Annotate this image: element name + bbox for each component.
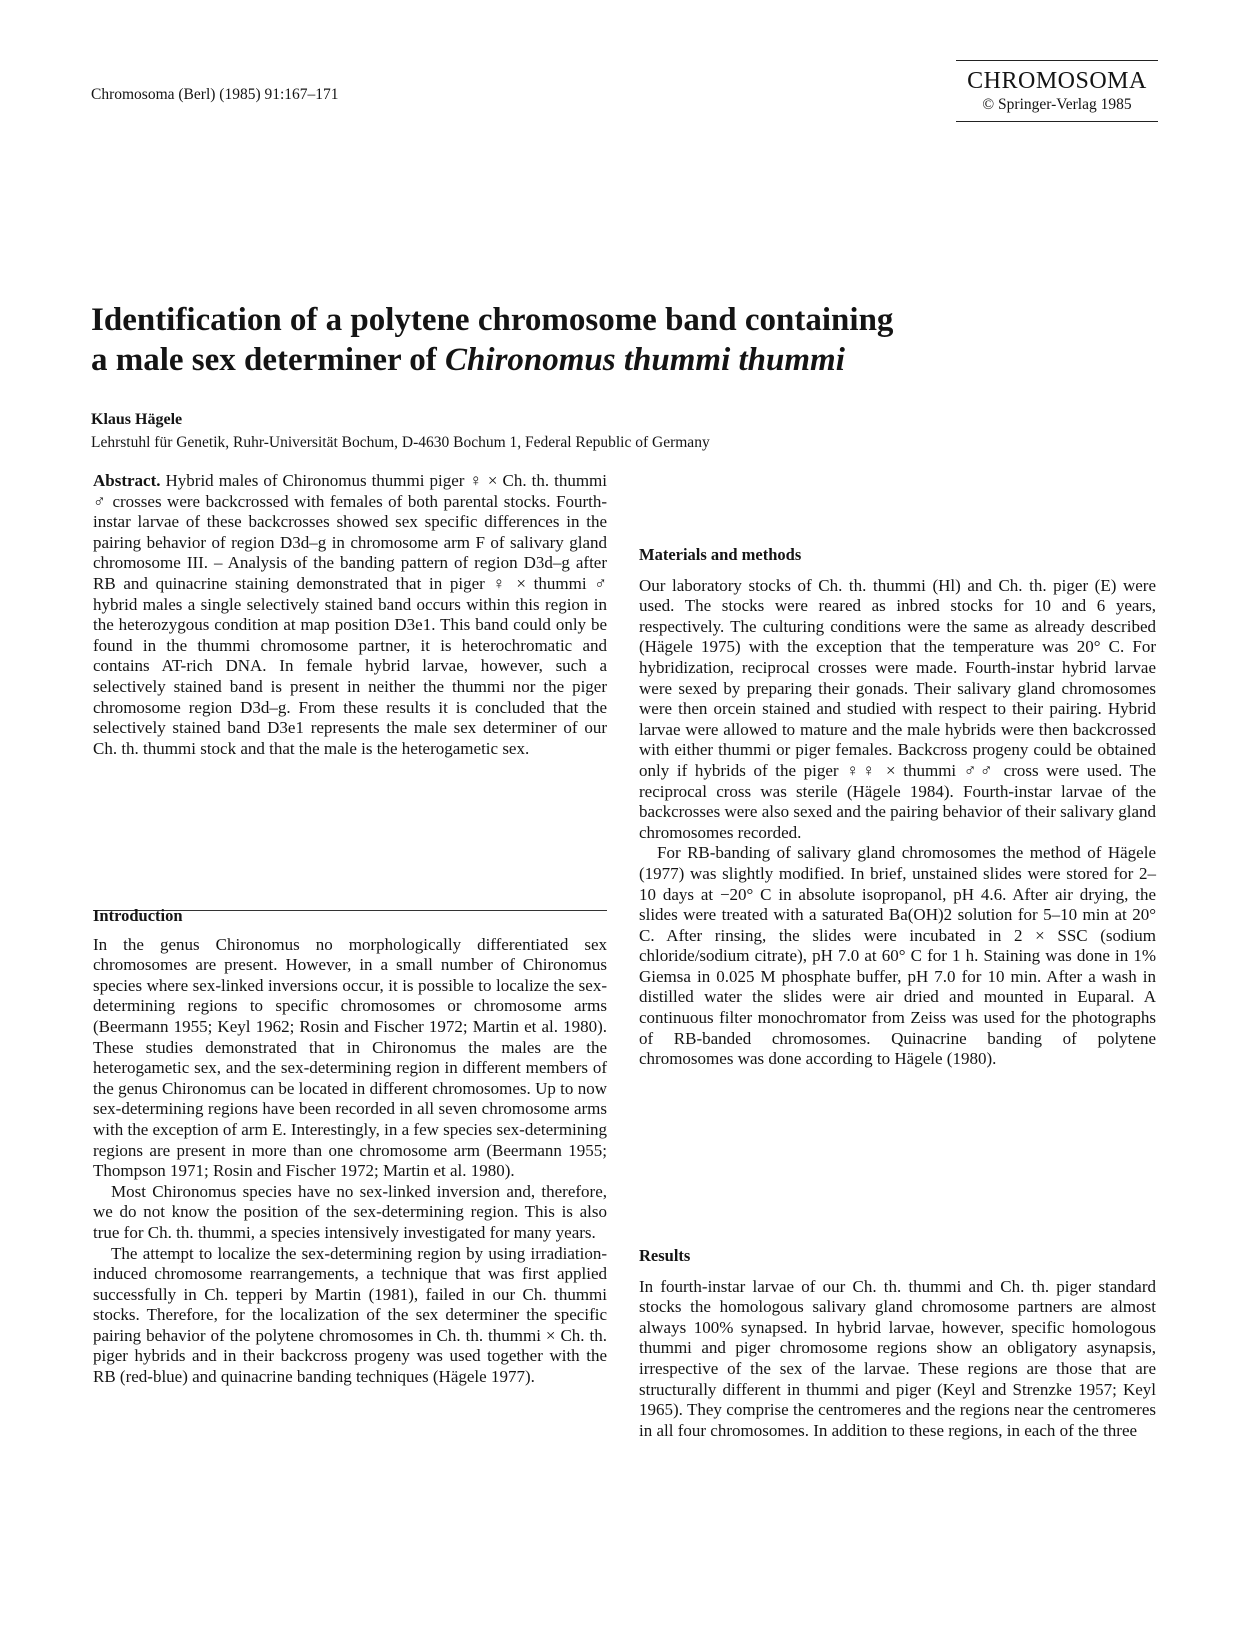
- title-line-2-plain: a male sex determiner of: [91, 342, 446, 378]
- methods-heading: Materials and methods: [639, 545, 802, 564]
- results-section: [639, 1246, 1156, 1441]
- abstract-label: Abstract.: [93, 471, 161, 490]
- introduction-paragraph-1: In the genus Chironomus no morphologically differentiated sex chromosomes are present. However, in a small number of Chironomus species where sex-linked inversions occur, it is possible to localize the sex-determining regions to specific chromosomes or chromosome arms (Beermann 1955; Keyl 1962; Rosin and Fischer 1972; Martin et al. 1980). These studies demonstrated that in Chironomus the males are the heterogametic sex, and the sex-determining region in different members of the genus Chironomus can be located in different chromosomes. Up to now sex-determining regions have been recorded in all seven chromosome arms with the exception of arm E. Interestingly, in a few species sex-determining regions are present in more than one chromosome arm (Beermann 1955; Thompson 1971; Rosin and Fischer 1972; Martin et al. 1980).: [93, 934, 607, 1181]
- methods-paragraph-1: Our laboratory stocks of Ch. th. thummi (Hl) and Ch. th. piger (E) were used. The stocks were reared as inbred stocks for 10 and 6 years, respectively. The culturing conditions were the same as already described (Hägele 1975) with the exception that the temperature was 20° C. For hybridization, reciprocal crosses were made. Fourth-instar hybrid larvae were sexed by preparing their gonads. Their salivary gland chromosomes were then orcein stained and studied with respect to their pairing. Hybrid larvae were allowed to mature and the male hybrids were then backcrossed with either thummi or piger females. Backcross progeny could be obtained only if hybrids of the piger ♀♀ × thummi ♂♂ cross were used. The reciprocal cross was sterile (Hägele 1984). Fourth-instar larvae of the backcrosses were also sexed and the pairing behavior of their salivary gland chromosomes recorded.: [639, 575, 1156, 842]
- title-line-1: Identification of a polytene chromosome band containing: [91, 302, 894, 338]
- introduction-section: [93, 906, 607, 1388]
- author-name: Klaus Hägele: [91, 411, 183, 428]
- author-affiliation: Lehrstuhl für Genetik, Ruhr-Universität Bochum, D-4630 Bochum 1, Federal Republic of Germany: [91, 434, 710, 451]
- abstract-text: Hybrid males of Chironomus thummi piger ♀ × Ch. th. thummi ♂ crosses were backcrossed with females of both parental stocks. Fourth-instar larvae of these backcrosses showed sex specific differences in the pairing behavior of region D3d–g in chromosome arm F of salivary gland chromosome III. – Analysis of the banding pattern of region D3d–g after RB and quinacrine staining demonstrated that in piger ♀ × thummi ♂ hybrid males a single selectively stained band occurs within this region in the heterozygous condition at map position D3e1. This band could only be found in the thummi chromosome partner, it is heterochromatic and contains AT-rich DNA. In female hybrid larvae, however, such a selectively stained band is present in neither the thummi nor the piger chromosome region D3d–g. From these results it is concluded that the selectively stained band D3e1 represents the male sex determiner of our Ch. th. thummi stock and that the male is the heterogametic sex.: [93, 471, 607, 758]
- journal-reference: Chromosoma (Berl) (1985) 91:167–171: [91, 86, 339, 103]
- article-title: [91, 300, 1171, 380]
- copyright-notice: © Springer-Verlag 1985: [982, 96, 1132, 113]
- results-paragraph-1: In fourth-instar larvae of our Ch. th. thummi and Ch. th. piger standard stocks the homologous salivary gland chromosome partners are almost always 100% synapsed. In hybrid larvae, however, specific homologous thummi and piger chromosome regions show an obligatory asynapsis, irrespective of the sex of the larvae. These regions are those that are structurally different in thummi and piger (Keyl and Strenzke 1957; Keyl 1965). They comprise the centromeres and the regions near the centromeres in all four chromosomes. In addition to these regions, in each of the three: [639, 1276, 1156, 1440]
- abstract-section: [93, 471, 607, 759]
- introduction-paragraph-3: The attempt to localize the sex-determining region by using irradiation-induced chromosome rearrangements, a technique that was first applied successfully in Ch. tepperi by Martin (1981), failed in our Ch. thummi stocks. Therefore, for the localization of the sex determiner the specific pairing behavior of the polytene chromosomes in Ch. th. thummi × Ch. th. piger hybrids and in their backcross progeny was used together with the RB (red-blue) and quinacrine banding techniques (Hägele 1977).: [93, 1243, 607, 1387]
- introduction-paragraph-2: Most Chironomus species have no sex-linked inversion and, therefore, we do not know the position of the sex-determining region. This is also true for Ch. th. thummi, a species intensively investigated for many years.: [93, 1181, 607, 1242]
- title-line-2: [91, 340, 1171, 380]
- methods-paragraph-2: For RB-banding of salivary gland chromosomes the method of Hägele (1977) was slightly modified. In brief, unstained slides were stored for 2–10 days at −20° C in absolute isopropanol, pH 4.6. After air drying, the slides were treated with a saturated Ba(OH)2 solution for 5–10 min at 20° C. After rinsing, the slides were incubated in 2 × SSC (sodium chloride/sodium citrate), pH 7.0 at 60° C for 1 h. Staining was done in 1% Giemsa in 0.025 M phosphate buffer, pH 7.0 for 10 min. After a wash in distilled water the slides were air dried and mounted in Euparal. A continuous filter monochromator from Zeiss was used for the photographs of RB-banded chromosomes. Quinacrine banding of polytene chromosomes was done according to Hägele (1980).: [639, 843, 1156, 1069]
- journal-brand-box: [956, 60, 1158, 122]
- introduction-heading: Introduction: [93, 906, 183, 925]
- brand-bottom-rule: [956, 121, 1158, 122]
- journal-brand: CHROMOSOMA: [967, 68, 1147, 94]
- results-heading: Results: [639, 1246, 691, 1265]
- brand-top-rule: [956, 60, 1158, 61]
- abstract-paragraph: [93, 471, 607, 759]
- title-species-name: Chironomus thummi thummi: [445, 342, 845, 378]
- methods-section: [639, 545, 1156, 1070]
